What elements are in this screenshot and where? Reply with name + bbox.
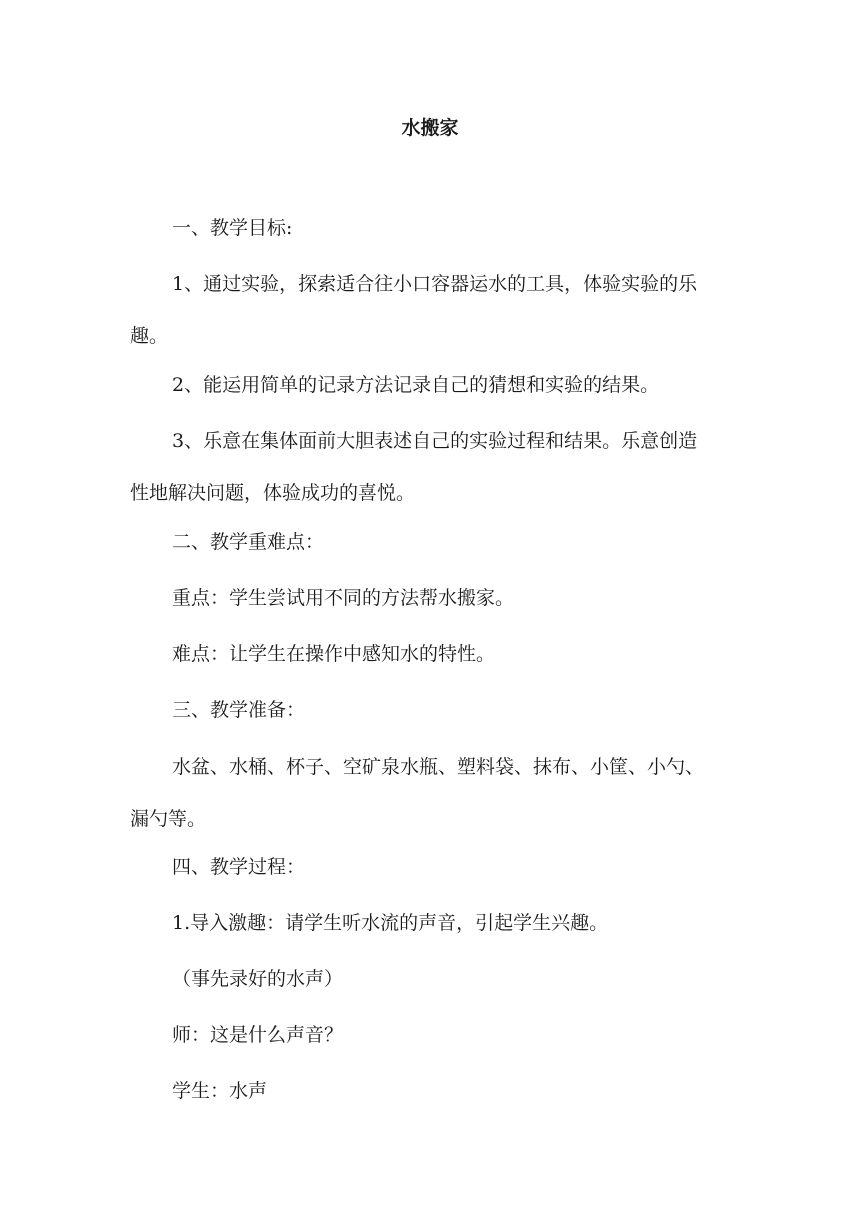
text-line: 师：这是什么声音？ [172,1024,344,1046]
paragraph-step-1 [130,911,730,935]
text-line: 三、教学准备： [172,699,306,721]
text-line: 性地解决问题，体验成功的喜悦。 [130,482,416,504]
text-line: 学生：水声 [172,1080,268,1102]
text-line: （事先录好的水声） [172,968,344,990]
paragraph-key-point [130,586,730,610]
paragraph-goal-2 [130,373,730,397]
text-line: 水盆、水桶、杯子、空矿泉水瓶、塑料袋、抹布、小筐、小勺、 [172,756,705,778]
paragraph-step-note [130,967,730,991]
paragraph-process-heading [130,855,730,879]
text-line: 一、教学目标: [172,217,293,239]
text-line: 1.导入激趣：请学生听水流的声音，引起学生兴趣。 [172,912,609,934]
paragraph-preparation-heading [130,698,730,722]
paragraph-materials [130,755,730,831]
paragraph-key-points-heading [130,530,730,554]
text-line: 漏勺等。 [130,808,207,830]
text-line: 难点：让学生在操作中感知水的特性。 [172,643,496,665]
text-line: 四、教学过程： [172,856,306,878]
document-title: 水搬家 [401,117,459,139]
text-line: 趣。 [130,325,169,347]
paragraph-teaching-goals-heading [130,216,730,240]
text-line: 3、乐意在集体面前大胆表述自己的实验过程和结果。乐意创造 [172,430,698,452]
text-line: 二、教学重难点： [172,531,325,553]
paragraph-goal-1 [130,272,730,348]
text-line: 重点：学生尝试用不同的方法帮水搬家。 [172,587,515,609]
paragraph-student-answer [130,1079,730,1103]
text-line: 2、能运用简单的记录方法记录自己的猜想和实验的结果。 [172,374,660,396]
paragraph-goal-3 [130,429,730,505]
paragraph-teacher-question [130,1023,730,1047]
text-line: 1、通过实验，探索适合往小口容器运水的工具，体验实验的乐 [172,273,698,295]
paragraph-difficult-point [130,642,730,666]
